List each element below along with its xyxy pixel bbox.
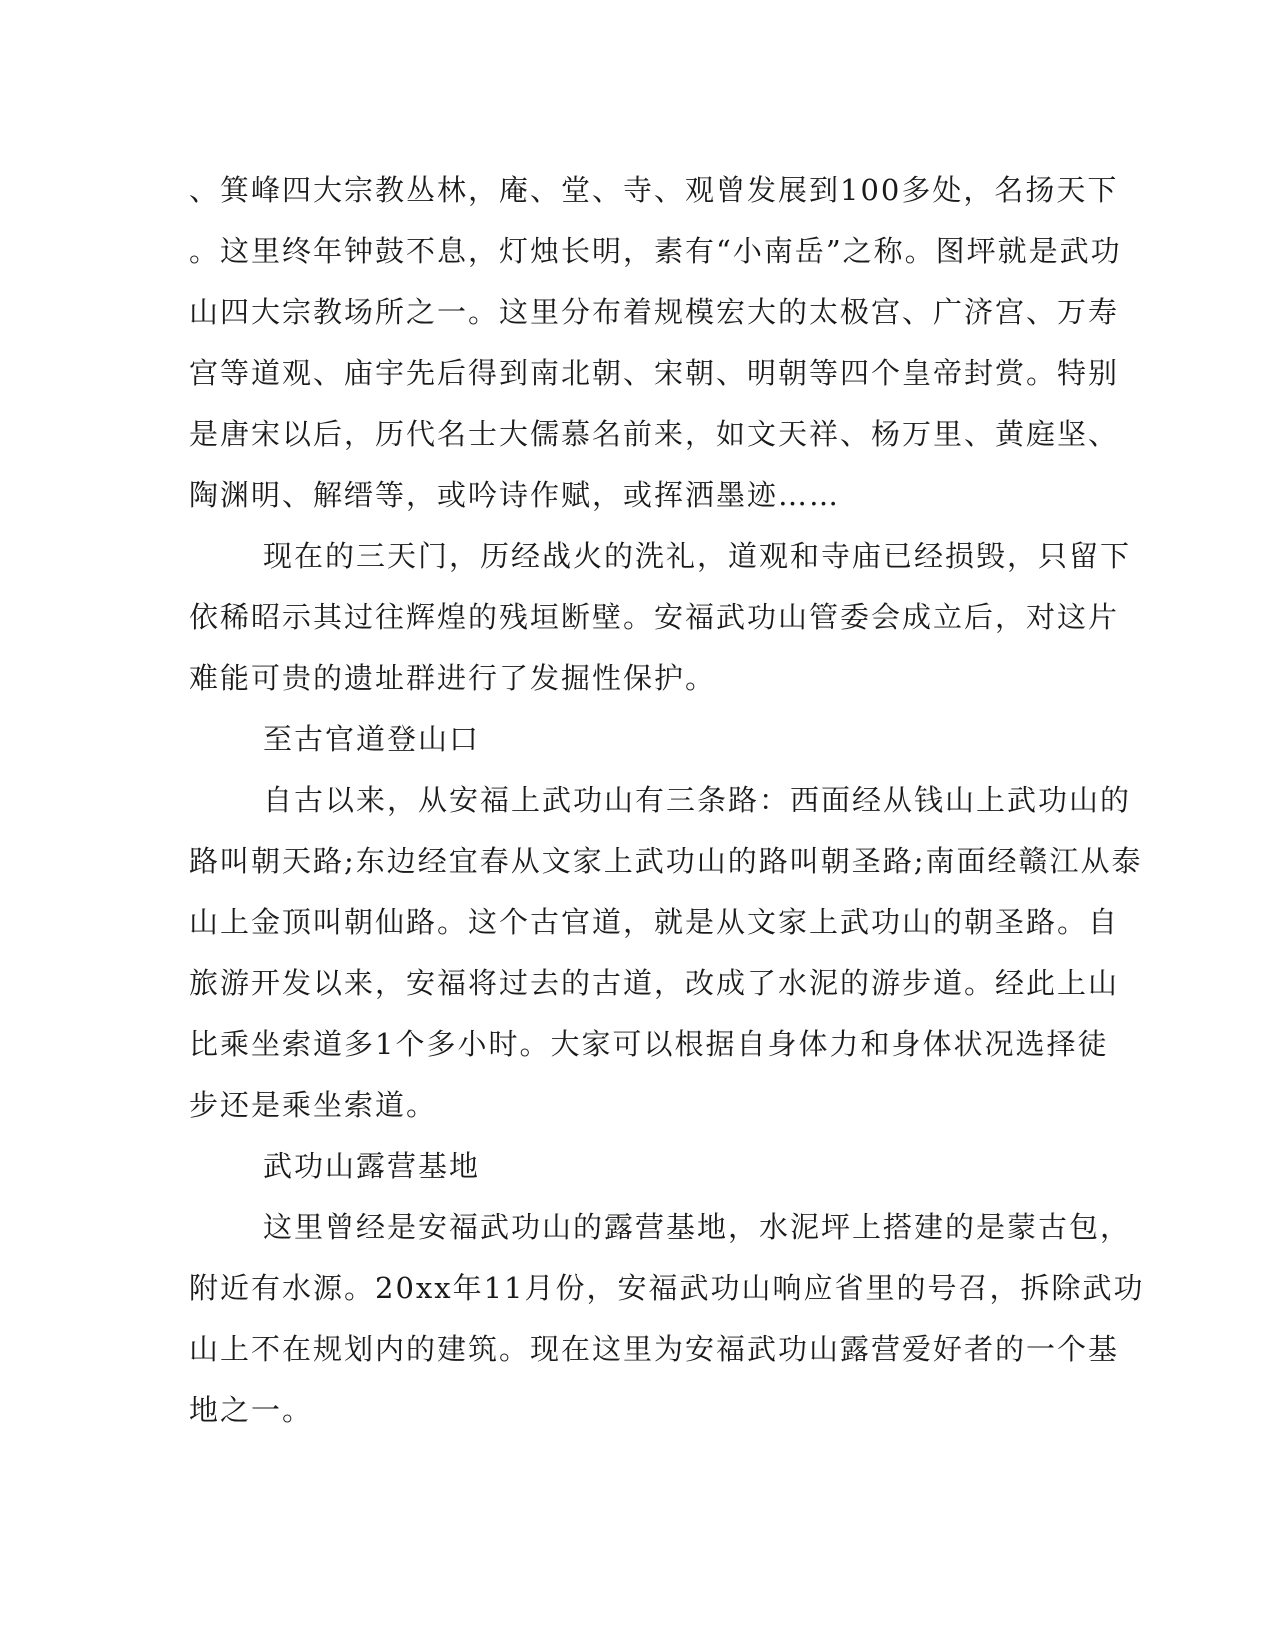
paragraph-line: 宫等道观、庙宇先后得到南北朝、宋朝、明朝等四个皇帝封赏。特别 [189,356,1120,390]
paragraph-line: 陶渊明、解缙等，或吟诗作赋，或挥洒墨迹…… [189,478,841,512]
paragraph-line: 、箕峰四大宗教丛林，庵、堂、寺、观曾发展到100多处，名扬天下 [189,173,1119,207]
paragraph-line: 是唐宋以后，历代名士大儒慕名前来，如文天祥、杨万里、黄庭坚、 [189,417,1120,451]
paragraph-line: 依稀昭示其过往辉煌的残垣断壁。安福武功山管委会成立后，对这片 [189,600,1120,634]
paragraph-line: 步还是乘坐索道。 [189,1088,438,1122]
paragraph-line: 地之一。 [189,1393,314,1427]
paragraph-line: 这里曾经是安福武功山的露营基地，水泥坪上搭建的是蒙古包， [263,1210,1132,1244]
document-body [189,160,1145,1441]
paragraph-line: 山四大宗教场所之一。这里分布着规模宏大的太极宫、广济宫、万寿 [189,295,1120,329]
paragraph-line: 山上不在规划内的建筑。现在这里为安福武功山露营爱好者的一个基 [189,1332,1120,1366]
paragraph-line: 附近有水源。20xx年11月份，安福武功山响应省里的号召，拆除武功 [189,1271,1145,1305]
paragraph-line: 。这里终年钟鼓不息，灯烛长明，素有“小南岳”之称。图坪就是武功 [189,234,1122,268]
paragraph-line: 山上金顶叫朝仙路。这个古官道，就是从文家上武功山的朝圣路。自 [189,905,1120,939]
section-heading: 至古官道登山口 [263,722,481,756]
paragraph-line: 路叫朝天路;东边经宜春从文家上武功山的路叫朝圣路;南面经赣江从泰 [189,844,1143,878]
paragraph-line: 旅游开发以来，安福将过去的古道，改成了水泥的游步道。经此上山 [189,966,1120,1000]
paragraph-line: 自古以来，从安福上武功山有三条路：西面经从钱山上武功山的 [263,783,1132,817]
paragraph-line: 比乘坐索道多1个多小时。大家可以根据自身体力和身体状况选择徒 [189,1027,1109,1061]
section-heading: 武功山露营基地 [263,1149,481,1183]
paragraph-line: 难能可贵的遗址群进行了发掘性保护。 [189,661,717,695]
paragraph-line: 现在的三天门，历经战火的洗礼，道观和寺庙已经损毁，只留下 [263,539,1132,573]
